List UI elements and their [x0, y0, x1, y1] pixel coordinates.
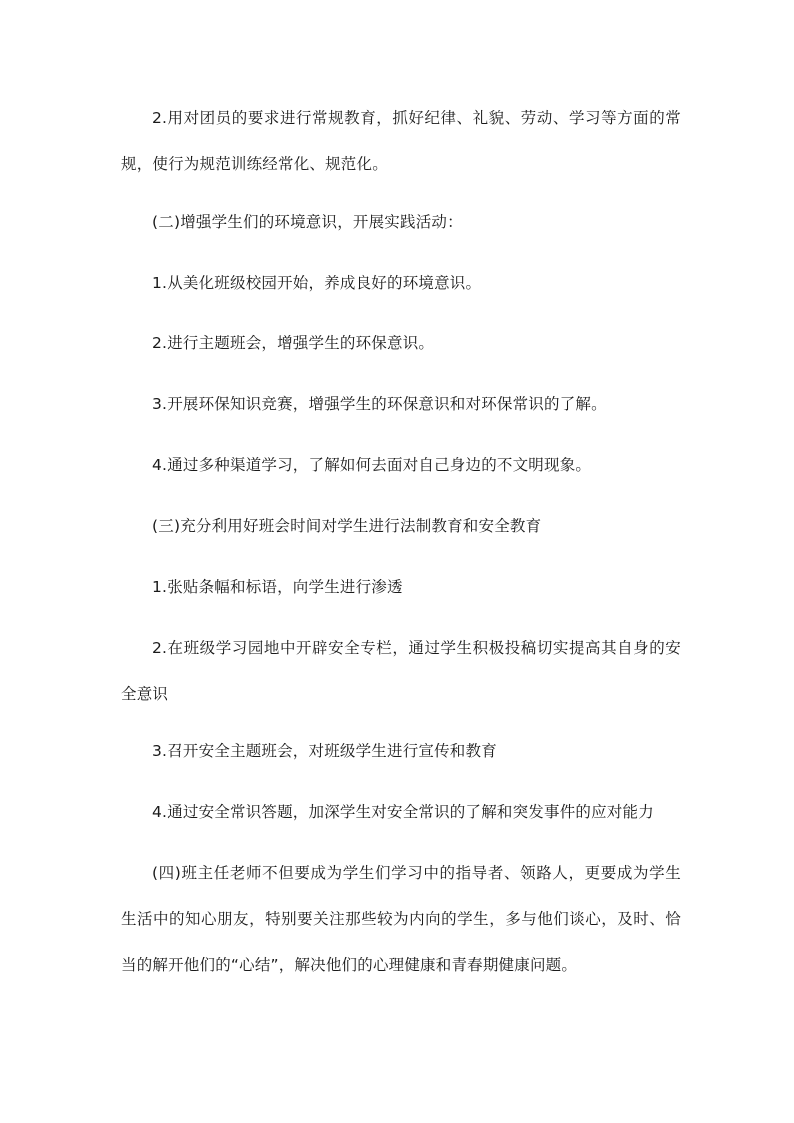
paragraph-routine-education: 2.用对团员的要求进行常规教育，抓好纪律、礼貌、劳动、学习等方面的常规，使行为规范训练经常化、规范化。 [121, 109, 681, 173]
paragraph-knowledge-contest: 3.开展环保知识竞赛，增强学生的环保意识和对环保常识的了解。 [152, 395, 607, 413]
paragraph-safety-meeting: 3.召开安全主题班会，对班级学生进行宣传和教育 [152, 742, 497, 760]
paragraph-section-four: (四)班主任老师不但要成为学生们学习中的指导者、领路人，更要成为学生生活中的知心朋友，特别要关注那些较为内向的学生，多与他们谈心，及时、恰当的解开他们的“心结”，解决他们的心理健康和青春期健康问题。 [121, 864, 681, 974]
paragraph-banners-slogans: 1.张贴条幅和标语，向学生进行渗透 [152, 578, 403, 596]
paragraph-safety-column: 2.在班级学习园地中开辟安全专栏，通过学生积极投稿切实提高其自身的安全意识 [121, 639, 681, 703]
paragraph-theme-meeting: 2.进行主题班会，增强学生的环保意识。 [152, 334, 435, 352]
paragraph-beautify-campus: 1.从美化班级校园开始，养成良好的环境意识。 [152, 274, 482, 292]
paragraph-section-three-heading: (三)充分利用好班会时间对学生进行法制教育和安全教育 [152, 517, 542, 535]
paragraph-safety-quiz: 4.通过安全常识答题，加深学生对安全常识的了解和突发事件的应对能力 [152, 803, 654, 821]
paragraph-multiple-channels: 4.通过多种渠道学习，了解如何去面对自己身边的不文明现象。 [152, 456, 592, 474]
paragraph-section-two-heading: (二)增强学生们的环境意识，开展实践活动： [152, 213, 463, 231]
